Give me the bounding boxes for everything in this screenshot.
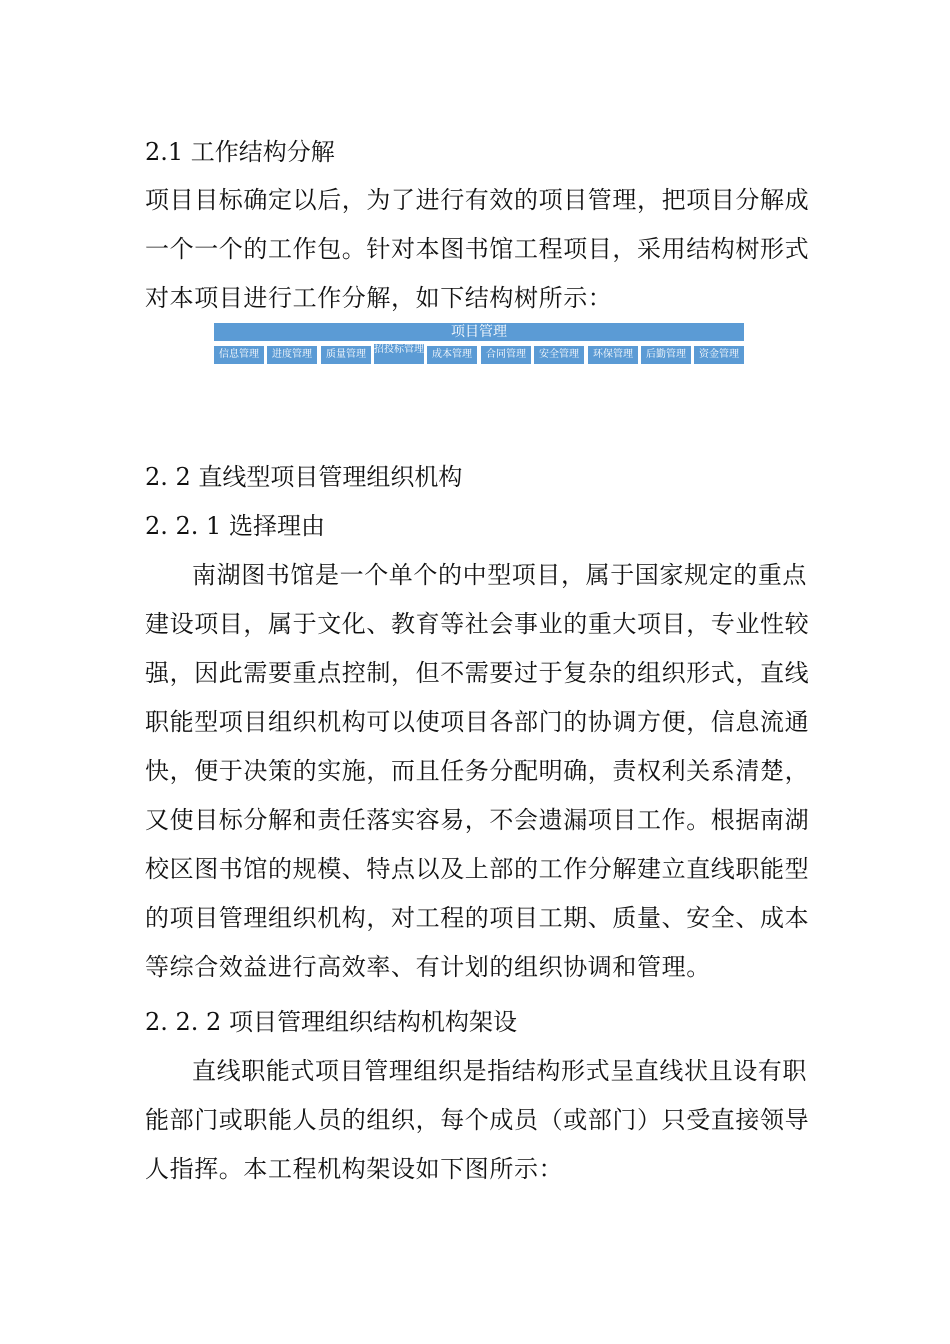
wbs-child-node: 进度管理 — [267, 346, 317, 364]
wbs-child-node: 成本管理 — [427, 346, 477, 364]
paragraph-line: 强，因此需要重点控制，但不需要过于复杂的组织形式，直线 — [145, 659, 810, 687]
section-2-2-heading: 2. 2 直线型项目管理组织机构 — [145, 463, 463, 491]
wbs-child-node: 质量管理 — [321, 346, 371, 364]
paragraph-line: 人指挥。本工程机构架设如下图所示： — [145, 1155, 564, 1183]
paragraph-line: 项目目标确定以后，为了进行有效的项目管理，把项目分解成 — [145, 186, 810, 214]
paragraph-line: 的项目管理组织机构，对工程的项目工期、质量、安全、成本 — [145, 904, 810, 932]
wbs-child-node: 合同管理 — [481, 346, 531, 364]
wbs-child-node: 招投标管理 — [374, 344, 424, 364]
section-2-1-heading: 2.1 工作结构分解 — [145, 138, 335, 166]
wbs-root-node: 项目管理 — [214, 323, 744, 341]
paragraph-line: 能部门或职能人员的组织，每个成员（或部门）只受直接领导 — [145, 1106, 810, 1134]
wbs-child-node: 信息管理 — [214, 346, 264, 364]
wbs-children-row — [214, 346, 744, 364]
paragraph-line: 快，便于决策的实施，而且任务分配明确，责权利关系清楚， — [145, 757, 810, 785]
paragraph-line: 一个一个的工作包。针对本图书馆工程项目，采用结构树形式 — [145, 235, 810, 263]
wbs-child-node: 安全管理 — [534, 346, 584, 364]
paragraph-line: 校区图书馆的规模、特点以及上部的工作分解建立直线职能型 — [145, 855, 810, 883]
wbs-child-node: 资金管理 — [694, 346, 744, 364]
paragraph-line: 职能型项目组织机构可以使项目各部门的协调方便，信息流通 — [145, 708, 810, 736]
section-2-2-1-heading: 2. 2. 1 选择理由 — [145, 512, 325, 540]
paragraph-line: 直线职能式项目管理组织是指结构形式呈直线状且设有职 — [192, 1057, 807, 1085]
paragraph-line: 又使目标分解和责任落实容易，不会遗漏项目工作。根据南湖 — [145, 806, 810, 834]
paragraph-line: 建设项目，属于文化、教育等社会事业的重大项目，专业性较 — [145, 610, 810, 638]
wbs-child-node: 后勤管理 — [641, 346, 691, 364]
paragraph-line: 南湖图书馆是一个单个的中型项目，属于国家规定的重点 — [192, 561, 807, 589]
section-2-2-2-heading: 2. 2. 2 项目管理组织结构机构架设 — [145, 1008, 517, 1036]
paragraph-line: 对本项目进行工作分解，如下结构树所示： — [145, 284, 613, 312]
paragraph-line: 等综合效益进行高效率、有计划的组织协调和管理。 — [145, 953, 711, 981]
wbs-child-node: 环保管理 — [588, 346, 638, 364]
